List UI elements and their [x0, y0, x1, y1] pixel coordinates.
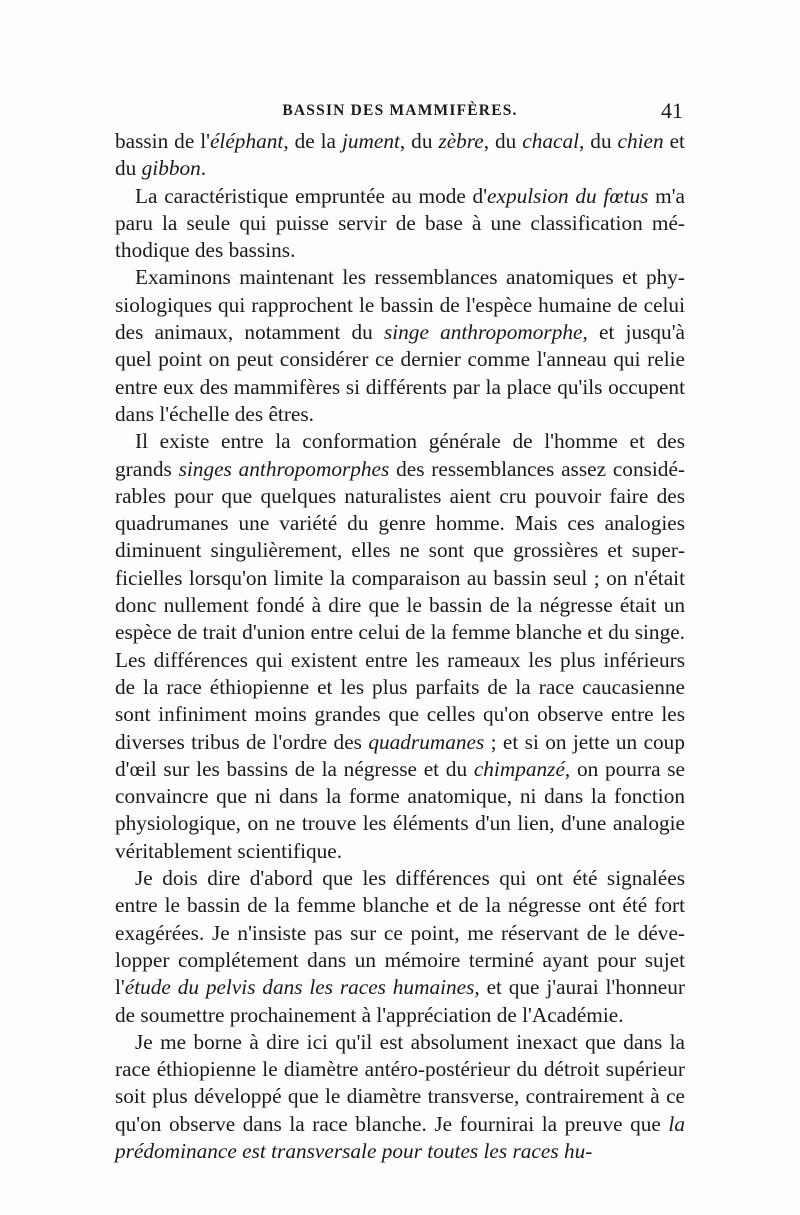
- paragraph-resemblances: [115, 264, 685, 428]
- paragraph-classification: [115, 183, 685, 265]
- text-run: , de la: [283, 129, 342, 153]
- italic-term: chien: [617, 129, 664, 153]
- italic-term: chacal: [522, 129, 580, 153]
- paragraph-continuation: [115, 128, 685, 183]
- text-run: ; et si on jette un coup d'œil sur les bassins de la négresse et du: [115, 729, 685, 781]
- page-number: 41: [661, 98, 683, 123]
- italic-term: quadrumanes: [368, 729, 485, 754]
- italic-term: singes anthropomorphes: [178, 456, 390, 481]
- text-run: La caractéristique empruntée au mode d': [135, 183, 488, 208]
- text-run: Je dois dire d'abord que les différences qui ont été signalées entre le bassin de la femme blanche et de la négresse ont été fort exagérées. Je n'insiste pas sur ce point, me réservant de le développer complétement dans un mémoire terminé ayant pour sujet l': [115, 866, 685, 1000]
- italic-term: expulsion du fœtus: [487, 183, 649, 208]
- text-run: Je me borne à dire ici qu'il est absolument inexact que dans la race éthiopienne le diamètre antéro-postérieur du détroit supérieur soit plus développé que le diamètre transverse, contrairement à ce qu'on observe dans la race blanche. Je fournirai la preuve que: [115, 1029, 685, 1136]
- paragraph-differences: [115, 865, 685, 1029]
- paragraph-diameter: [115, 1029, 685, 1165]
- italic-term: étude du pelvis dans les races humaines: [124, 975, 475, 1000]
- paragraph-conformation: [115, 428, 685, 865]
- text-run: , du: [399, 129, 439, 153]
- text-run: , et que j'aurai l'honneur de soumettre prochainement à l'appréciation de l'Académie.: [115, 975, 685, 1027]
- text-run: des ressemblances assez considérables pour que quelques naturalistes aient cru pouvoir faire des quadrumanes une variété du genre homme. Mais ces analogies diminuent singulièrement, elles ne sont que grossières et superficielles lorsqu'on limite la comparaison au bassin seul ; on n'était donc nullement fondé à dire que le bassin de la négresse était un espèce de trait d'union entre celui de la femme blanche et du singe. Les différences qui existent entre les rameaux les plus inférieurs de la race éthiopienne et les plus parfaits de la race caucasienne sont infiniment moins grandes que celles qu'on observe entre les diverses tribus de l'ordre des: [115, 456, 685, 754]
- italic-term: la prédominance est transversale pour toutes les races hu-: [115, 1111, 685, 1163]
- text-run: , et jusqu'à quel point on peut considérer ce dernier comme l'anneau qui relie entre eux des mammifères si différents par la place qu'ils occupent dans l'échelle des êtres.: [115, 320, 685, 426]
- running-title: BASSIN DES MAMMIFÈRES.: [282, 102, 518, 119]
- italic-term: chimpanzé: [473, 756, 565, 781]
- text-run: Examinons maintenant les ressemblances anatomiques et physiologiques qui rapprochent le bassin de l'espèce humaine de celui des animaux, notamment du: [115, 265, 685, 345]
- italic-term: jument: [341, 129, 400, 153]
- text-run: , du: [579, 129, 618, 153]
- text-run: , on pourra se convaincre que ni dans la forme anatomique, ni dans la fonction physiologique, on ne trouve les éléments d'un lien, d'une analogie véritablement scientifique.: [115, 756, 685, 863]
- italic-term: gibbon: [141, 156, 201, 181]
- text-run: bassin de l': [115, 129, 210, 153]
- text-run: m'a paru la seule qui puisse servir de base à une classification méthodique des bassins.: [115, 183, 685, 263]
- running-head: [115, 98, 685, 124]
- text-run: .: [200, 156, 207, 181]
- text-run: et du: [115, 129, 685, 181]
- text-run: , du: [483, 129, 523, 153]
- text-run: Il existe entre la conformation générale de l'homme et des grands: [115, 429, 685, 481]
- italic-term: singe anthropomorphe: [383, 320, 583, 345]
- italic-term: éléphant: [209, 129, 284, 153]
- italic-term: zèbre: [438, 129, 484, 153]
- body-text: [115, 128, 685, 1165]
